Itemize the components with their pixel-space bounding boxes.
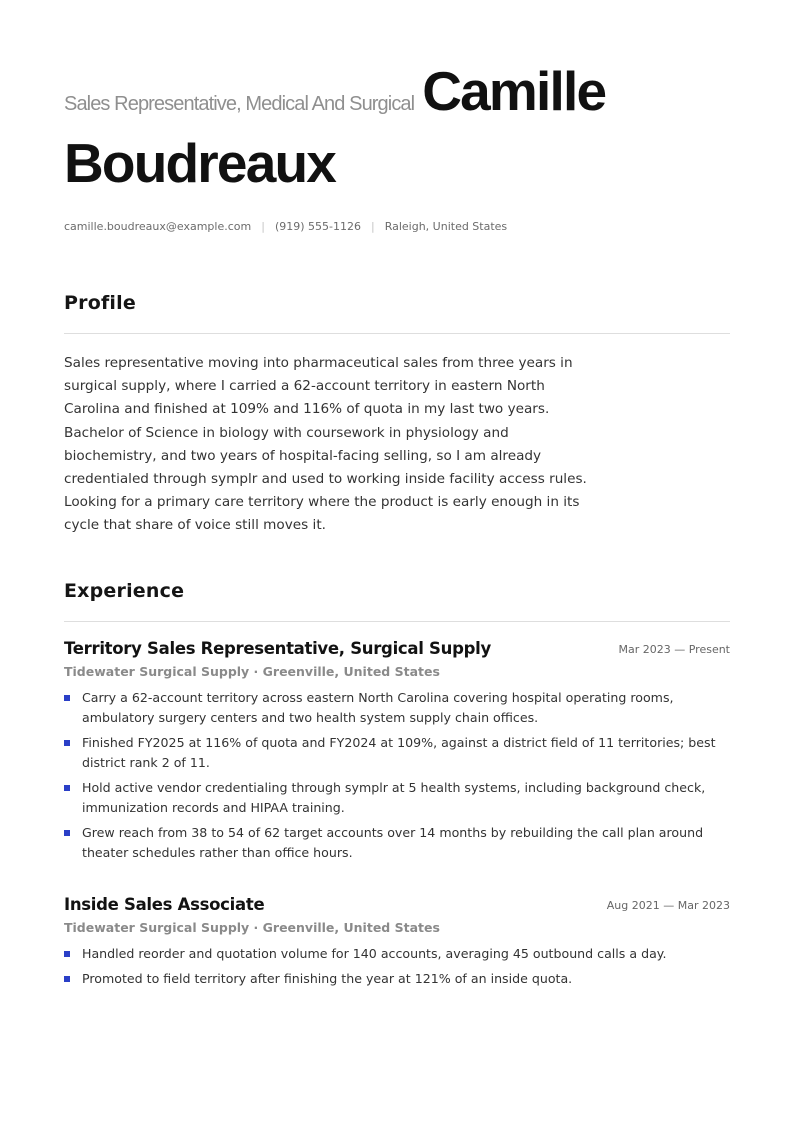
square-bullet-icon [64, 785, 70, 791]
bullet-text: Promoted to field territory after finishing the year at 121% of an inside quota. [82, 971, 573, 986]
job-company: Tidewater Surgical Supply · Greenville, United States [64, 920, 440, 935]
experience-divider [64, 621, 730, 622]
contact-line [64, 220, 507, 233]
bullet-text: Handled reorder and quotation volume for 140 accounts, averaging 45 outbound calls a day. [82, 946, 667, 961]
job-title: Sales Representative, Medical And Surgical [64, 93, 415, 115]
job-bullets [64, 944, 730, 989]
job-dates: Mar 2023 — Present [618, 643, 730, 656]
bullet-item [64, 969, 730, 989]
bullet-item [64, 688, 730, 728]
contact-separator: | [370, 220, 375, 233]
contact-email[interactable]: camille.boudreaux@example.com [64, 220, 252, 233]
square-bullet-icon [64, 740, 70, 746]
job-header [64, 895, 730, 919]
last-name: Boudreaux [64, 132, 336, 194]
contact-location: Raleigh, United States [384, 220, 508, 233]
bullet-text: Finished FY2025 at 116% of quota and FY2024 at 109%, against a district field of 11 territories; best district rank 2 of 11. [82, 735, 716, 770]
job-role: Territory Sales Representative, Surgical Supply [64, 639, 491, 658]
job-entry [64, 895, 730, 994]
square-bullet-icon [64, 830, 70, 836]
profile-text: Sales representative moving into pharmaceutical sales from three years in surgical supply, where I carried a 62-account territory in eastern North Carolina and finished at 109% and 116% of quota in my last two years. Bachelor of Science in biology with coursework in physiology and biochemistry, and two years of hospital-facing selling, so I am already credentialed through symplr and used to working inside facility access rules. Looking for a primary care territory where the product is early enough in its cycle that share of voice still moves it. [64, 355, 587, 534]
bullet-item [64, 823, 730, 863]
profile-heading: Profile [64, 292, 136, 314]
job-dates: Aug 2021 — Mar 2023 [606, 899, 730, 912]
job-bullets [64, 688, 730, 863]
job-header [64, 639, 730, 663]
bullet-text: Grew reach from 38 to 54 of 62 target accounts over 14 months by rebuilding the call plan around theater schedules rather than office hours. [82, 825, 704, 860]
job-entry [64, 639, 730, 868]
resume-header [64, 62, 730, 206]
bullet-text: Carry a 62-account territory across eastern North Carolina covering hospital operating rooms, ambulatory surgery centers and two health system supply chain offices. [82, 690, 674, 725]
square-bullet-icon [64, 951, 70, 957]
contact-phone[interactable]: (919) 555-1126 [274, 220, 361, 233]
first-name: Camille [422, 60, 606, 122]
bullet-item [64, 733, 730, 773]
experience-heading: Experience [64, 580, 185, 602]
bullet-item [64, 944, 730, 964]
contact-separator: | [261, 220, 265, 233]
bullet-text: Hold active vendor credentialing through symplr at 5 health systems, including background check, immunization records and HIPAA training. [82, 780, 706, 815]
square-bullet-icon [64, 976, 70, 982]
profile-divider [64, 333, 730, 334]
job-role: Inside Sales Associate [64, 895, 265, 914]
bullet-item [64, 778, 730, 818]
square-bullet-icon [64, 695, 70, 701]
job-company: Tidewater Surgical Supply · Greenville, United States [64, 664, 440, 679]
